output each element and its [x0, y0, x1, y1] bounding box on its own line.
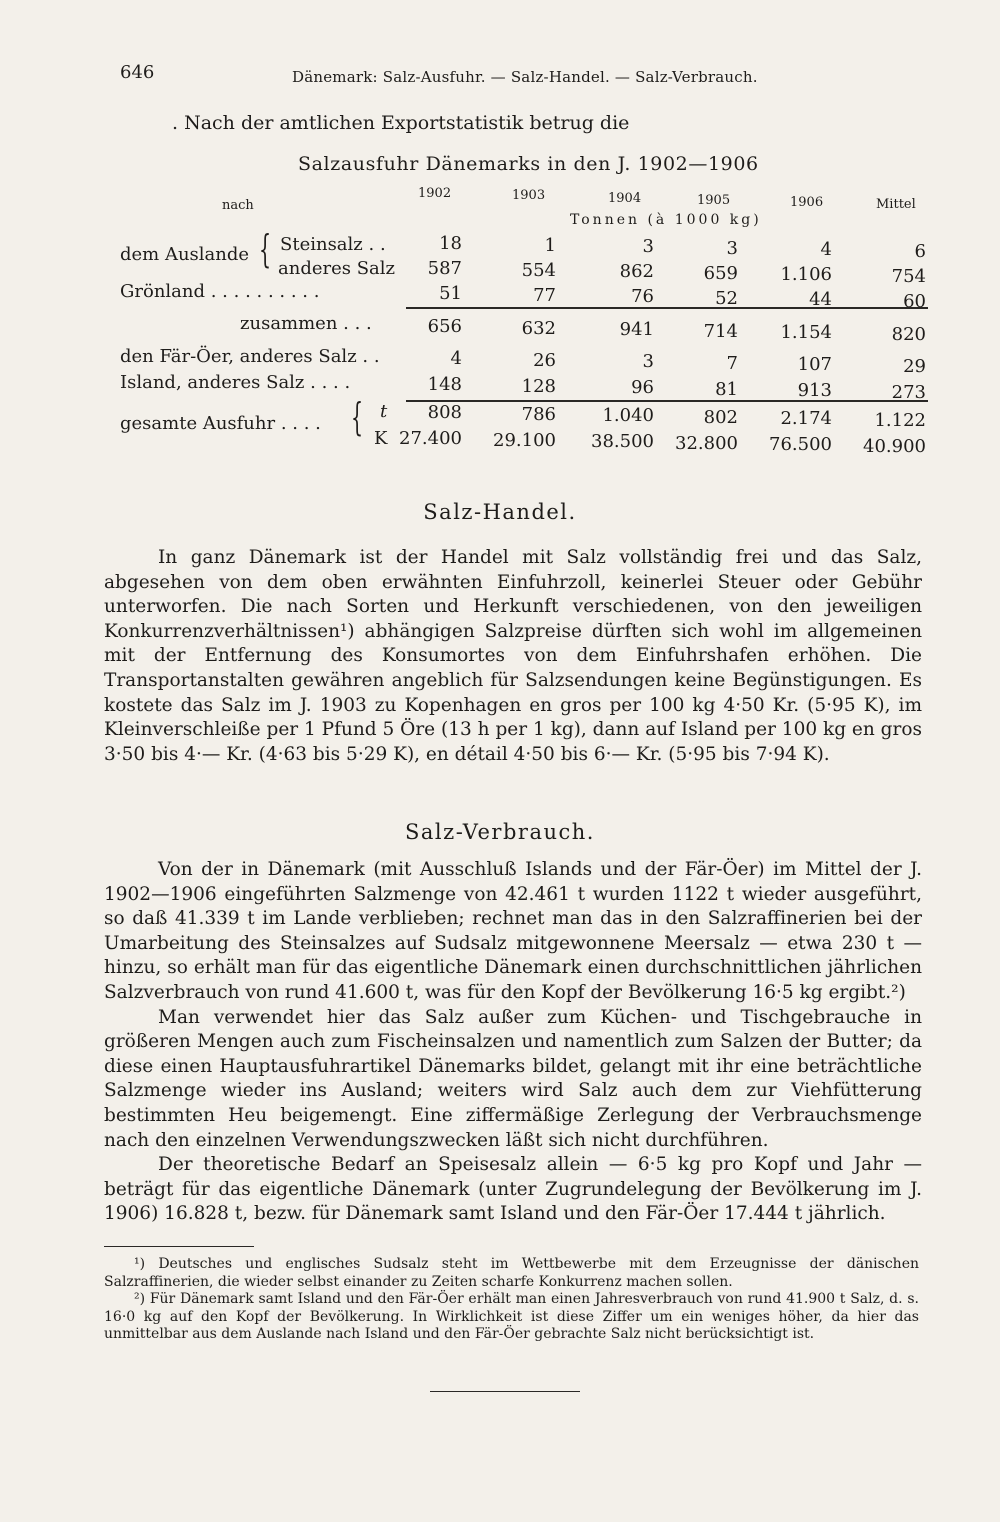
table-cell: 714	[703, 320, 738, 342]
intro-sentence: . Nach der amtlichen Exportstatistik betrug die	[172, 112, 630, 134]
section-salz-handel	[104, 546, 922, 767]
table-cell: 6	[914, 241, 926, 262]
table-cell: 76	[631, 286, 654, 308]
table-cell: 1	[544, 234, 556, 256]
table-cell: 128	[521, 375, 556, 397]
paragraph-verbrauch-3: Der theoretische Bedarf an Speisesalz allein — 6·5 kg pro Kopf und Jahr — beträgt für das eigentliche Dänemark (unter Zugrundelegung der Bevölkerung im J. 1906) 16.828 t, bezw. für Dänemark samt Island und den Fär-Öer 17.444 t jährlich.	[104, 1154, 922, 1225]
table-cell: 273	[891, 382, 926, 403]
table-cell: 81	[715, 378, 738, 400]
table-cell: 4	[820, 239, 832, 261]
footnotes	[104, 1256, 919, 1344]
paragraph-handel: In ganz Dänemark ist der Handel mit Salz vollständig frei und das Salz, abgesehen von dem oben erwähnten Einfuhrzoll, keinerlei Steuer oder Gebühr unterworfen. Die nach Sorten und Herkunft verschiedenen, von den jeweiligen Konkurrenzverhältnissen¹) abhängigen Salzpreise dürften sich wohl im allgemeinen mit der Entfernung des Konsumortes von dem Einfuhrshafen erhöhen. Die Transportanstalten gewähren angeblich für Salzsendungen keine Begünstigungen. Es kostete das Salz im J. 1903 zu Kopenhagen en gros per 100 kg 4·50 Kr. (5·95 K), im Kleinverschleiße per 1 Pfund 5 Öre (13 h per 1 kg), dann auf Island per 100 kg en gros 3·50 bis 4·— Kr. (4·63 bis 5·29 K), en détail 4·50 bis 6·— Kr. (5·95 bis 7·94 K).	[104, 547, 922, 765]
table-cell: 40.900	[863, 436, 926, 457]
row-label-groenland: Grönland . . . . . . . . . .	[120, 281, 320, 302]
table-cell: 941	[619, 319, 654, 341]
table-cell: 38.500	[591, 431, 654, 453]
table-cell: 1.106	[780, 264, 832, 286]
page-number: 646	[120, 62, 155, 83]
row-label-steinsalz: Steinsalz . .	[280, 234, 386, 255]
table-cell: 76.500	[769, 434, 832, 456]
heading-salz-handel: Salz-Handel.	[423, 500, 577, 524]
row-label-tonnes: t	[380, 401, 388, 422]
table-cell: 7	[726, 352, 738, 374]
table-cell: 26	[533, 349, 556, 371]
table-cell: 1.122	[874, 410, 926, 431]
col-year-1903: 1903	[512, 188, 546, 203]
section-salz-verbrauch	[104, 858, 922, 1227]
table-cell: 659	[703, 262, 738, 284]
table-cell: 96	[631, 377, 654, 399]
row-label-faeroeer: den Fär-Öer, anderes Salz . .	[120, 346, 380, 367]
table-cell: 862	[619, 261, 654, 283]
footnote-2: ²) Für Dänemark samt Island und den Fär-Öer erhält man einen Jahresverbrauch von rund 41.900 t Salz, d. s. 16·0 kg auf den Kopf der Bevölkerung. In Wirklichkeit ist diese Ziffer um ein weniges höher, da hier das unmittelbar aus dem Auslande nach Island und den Fär-Öer gebrachte Salz nicht berücksichtigt ist.	[104, 1291, 919, 1343]
table-cell: 554	[521, 259, 556, 281]
running-title: Dänemark: Salz-Ausfuhr. — Salz-Handel. — Salz-Verbrauch.	[292, 68, 758, 86]
row-header-label: nach	[222, 198, 254, 213]
col-year-1906: 1906	[790, 195, 824, 210]
table-cell: 1.040	[602, 405, 654, 427]
row-label-kronen: K	[374, 428, 388, 449]
end-rule	[430, 1391, 580, 1392]
table-cell: 32.800	[675, 432, 738, 454]
row-label-island: Island, anderes Salz . . . .	[120, 372, 351, 393]
col-year-1902: 1902	[418, 186, 452, 201]
footnote-rule	[104, 1246, 254, 1247]
table-cell: 148	[427, 374, 462, 395]
table-cell: 29.100	[493, 429, 556, 451]
heading-salz-verbrauch: Salz-Verbrauch.	[405, 820, 595, 844]
table-cell: 18	[439, 233, 462, 254]
col-mittel: Mittel	[876, 197, 916, 212]
table-cell: 3	[642, 236, 654, 258]
row-label-zusammen: zusammen . . .	[240, 313, 372, 334]
table-cell: 1.154	[780, 322, 832, 344]
col-year-1904: 1904	[608, 191, 642, 206]
table-cell: 786	[521, 403, 556, 425]
table-cell: 4	[450, 348, 462, 369]
row-label-anderes-salz: anderes Salz	[278, 258, 396, 279]
footnote-1: ¹) Deutsches und englisches Sudsalz steht im Wettbewerbe mit dem Erzeugnisse der dänischen Salzraffinerien, die wieder selbst einander zu Zeiten scharfe Konkurrenz machen sollen.	[104, 1256, 919, 1290]
table-cell: 29	[903, 356, 926, 377]
table-cell: 107	[797, 354, 832, 376]
table-cell: 2.174	[780, 408, 832, 430]
table-cell: 52	[715, 287, 738, 309]
table-cell: 3	[726, 237, 738, 259]
group-label-auslande: dem Auslande	[120, 244, 250, 265]
paragraph-verbrauch-2: Man verwendet hier das Salz außer zum Küchen- und Tischgebrauche in größeren Mengen auch zum Fischeinsalzen und namentlich zum Salzen der Butter; da diese einen Hauptausfuhrartikel Dänemarks bildet, gelangt mit ihr eine beträchtliche Salzmenge wieder ins Ausland; weiters wird Salz auch dem zur Viehfütterung bestimmten Heu beigemengt. Eine ziffermäßige Zerlegung der Verbrauchsmenge nach den einzelnen Verwendungszwecken läßt sich nicht durchführen.	[104, 1006, 922, 1151]
table-cell: 754	[891, 266, 926, 287]
table-cell: 808	[427, 402, 462, 423]
brace-gesamt: {	[351, 395, 364, 439]
table-cell: 60	[903, 291, 926, 312]
table-cell: 632	[521, 317, 556, 339]
table-cell: 802	[703, 406, 738, 428]
table-cell: 44	[809, 289, 832, 311]
table-cell: 587	[427, 258, 462, 279]
table-cell: 27.400	[399, 428, 462, 449]
paragraph-verbrauch-1: Von der in Dänemark (mit Ausschluß Islands und der Fär-Öer) im Mittel der J. 1902—1906 eingeführten Salzmenge von 42.461 t wurden 1122 t wieder ausgeführt, so daß 41.339 t im Lande verblieben; rechnet man das in den Salzraffinerien bei der Umarbeitung des Steinsalzes auf Sudsalz mitgewonnene Meersalz — etwa 230 t — hinzu, so erhält man für das eigentliche Dänemark einen durchschnittlichen jährlichen Salzverbrauch von rund 41.600 t, was für den Kopf der Bevölkerung 16·5 kg ergibt.²)	[104, 859, 922, 1003]
brace-auslande: {	[259, 227, 272, 271]
col-year-1905: 1905	[697, 193, 731, 208]
table-cell: 820	[891, 324, 926, 345]
table-cell: 77	[533, 284, 556, 306]
table-cell: 656	[427, 316, 462, 337]
group-label-gesamt: gesamte Ausfuhr . . . .	[120, 413, 321, 434]
unit-label: Tonnen (à 1000 kg)	[570, 212, 762, 228]
table-title: Salzausfuhr Dänemarks in den J. 1902—1906	[298, 153, 759, 175]
table-cell: 913	[797, 380, 832, 402]
table-cell: 3	[642, 351, 654, 373]
table-cell: 51	[439, 283, 462, 304]
